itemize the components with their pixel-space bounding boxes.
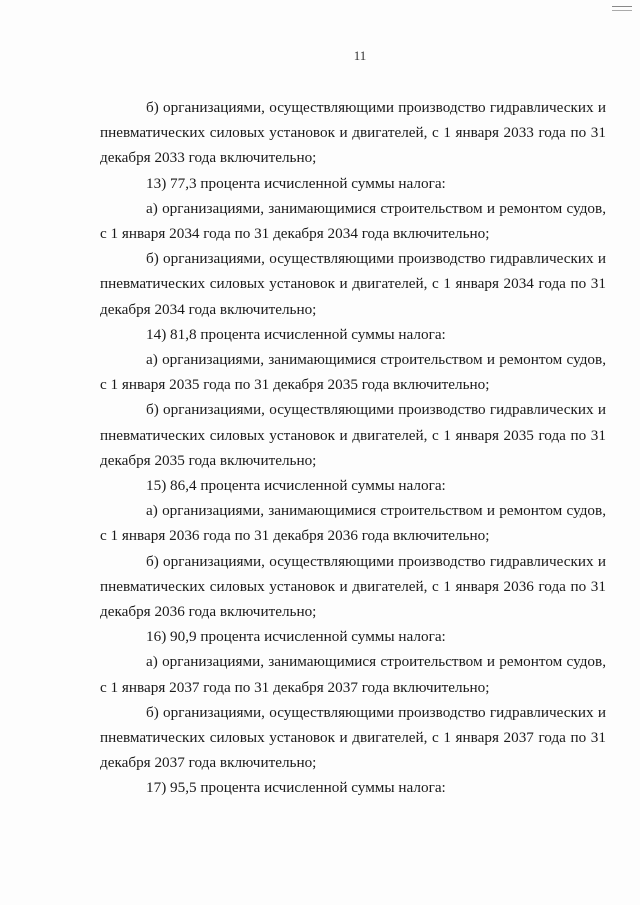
paragraph-subitem-b-2034: б) организациями, осуществляющими производство гидравлических и пневматических силовых установок и двигателей, с 1 января 2034 года по 31 декабря 2034 года включительно;: [100, 250, 606, 318]
paragraph-item-14: 14) 81,8 процента исчисленной суммы налога:: [146, 325, 446, 343]
paragraph-subitem-b-2033: б) организациями, осуществляющими производство гидравлических и пневматических силовых установок и двигателей, с 1 января 2033 года по 31 декабря 2033 года включительно;: [100, 99, 606, 167]
paragraph-item-13: 13) 77,3 процента исчисленной суммы налога:: [146, 174, 446, 192]
paragraph-subitem-b-2036: б) организациями, осуществляющими производство гидравлических и пневматических силовых установок и двигателей, с 1 января 2036 года по 31 декабря 2036 года включительно;: [100, 552, 606, 621]
paragraph-subitem-a-2034: а) организациями, занимающимися строительством и ремонтом судов, с 1 января 2034 года по 31 декабря 2034 года включительно;: [100, 199, 606, 243]
paragraph-item-15: 15) 86,4 процента исчисленной суммы налога:: [146, 477, 446, 495]
page-number: 11: [353, 48, 367, 63]
paragraph-item-17: 17) 95,5 процента исчисленной суммы налога:: [146, 779, 446, 797]
document-body: [100, 95, 606, 801]
paragraph-subitem-b-2037: б) организациями, осуществляющими производство гидравлических и пневматических силовых установок и двигателей, с 1 января 2037 года по 31 декабря 2037 года включительно;: [100, 703, 606, 772]
paragraph-item-16: 16) 90,9 процента исчисленной суммы налога:: [146, 628, 446, 646]
paragraph-subitem-b-2035: б) организациями, осуществляющими производство гидравлических и пневматических силовых установок и двигателей, с 1 января 2035 года по 31 декабря 2035 года включительно;: [100, 401, 606, 469]
paragraph-subitem-a-2036: а) организациями, занимающимися строительством и ремонтом судов, с 1 января 2036 года по 31 декабря 2036 года включительно;: [100, 502, 606, 545]
paragraph-subitem-a-2035: а) организациями, занимающимися строительством и ремонтом судов, с 1 января 2035 года по 31 декабря 2035 года включительно;: [100, 351, 606, 394]
scan-corner-mark: [612, 6, 632, 11]
paragraph-subitem-a-2037: а) организациями, занимающимися строительством и ремонтом судов, с 1 января 2037 года по 31 декабря 2037 года включительно;: [100, 653, 606, 696]
